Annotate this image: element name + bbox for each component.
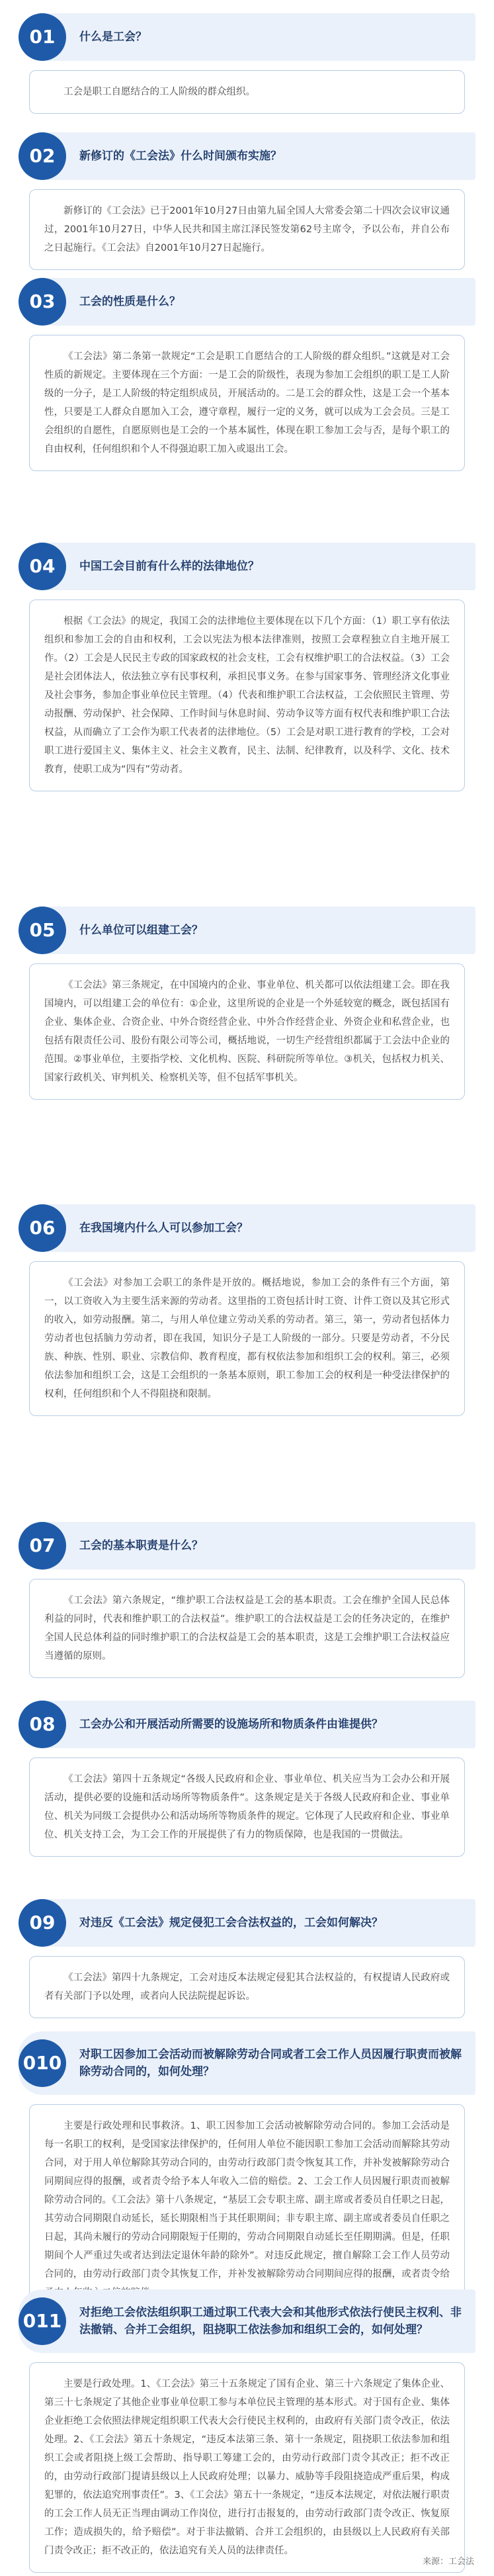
answer-box bbox=[29, 1956, 465, 2018]
source-footer: 来源：工会法 bbox=[422, 2557, 474, 2567]
question-number-badge: 02 bbox=[19, 132, 66, 180]
question-number-badge: 01 bbox=[19, 13, 66, 61]
answer-text: 《工会法》第二条第一款规定“工会是职工自愿结合的工人阶级的群众组织。”这就是对工会性质的新规定。主要体现在三个方面：一是工会的阶级性，表现为参加工会组织的职工是工人阶级的一分子，是工人阶级的特定组织成员，开展活动的。二是工会的群众性，这是工会一个基本性，只要是工人群众自愿加入工会，遵守章程，履行一定的义务，就可以成为工会会员。三是工会组织的自愿性，自愿原则也是工会的一个基本属性，体现在职工参加工会与否，是每个职工的自由权利，任何组织和个人不得强迫职工加入或退出工会。 bbox=[44, 351, 450, 455]
question-header bbox=[19, 1701, 475, 1748]
faq-item-010 bbox=[19, 2031, 475, 2315]
question-header bbox=[19, 1522, 475, 1570]
answer-text: 新修订的《工会法》已于2001年10月27日由第九届全国人大常委会第二十四次会议审议通过，2001年10月27日，中华人民共和国主席江泽民签发第62号主席令，予以公布，并自公布之日起施行。《工会法》自2001年10月27日起施行。 bbox=[44, 206, 450, 253]
question-header bbox=[19, 2031, 475, 2095]
question-number-badge: 08 bbox=[19, 1701, 66, 1748]
question-number-badge: 011 bbox=[19, 2297, 66, 2345]
question-number-badge: 07 bbox=[19, 1522, 66, 1570]
faq-item-03 bbox=[19, 278, 475, 471]
faq-item-05 bbox=[19, 907, 475, 1100]
answer-box bbox=[29, 600, 465, 791]
question-title: 对职工因参加工会活动而被解除劳动合同或者工会工作人员因履行职责而被解除劳动合同的，如何处理？ bbox=[79, 2048, 462, 2078]
faq-item-09 bbox=[19, 1899, 475, 2018]
question-number-badge: 05 bbox=[19, 907, 66, 954]
faq-item-06 bbox=[19, 1204, 475, 1416]
question-header bbox=[19, 278, 475, 326]
question-title: 对违反《工会法》规定侵犯工会合法权益的，工会如何解决？ bbox=[79, 1916, 383, 1930]
question-number-badge: 010 bbox=[19, 2039, 66, 2087]
answer-box bbox=[29, 963, 465, 1100]
question-header bbox=[19, 1899, 475, 1947]
answer-text: 工会是职工自愿结合的工人阶级的群众组织。 bbox=[63, 87, 255, 97]
answer-box bbox=[29, 1579, 465, 1678]
answer-text: 主要是行政处理。1、《工会法》第三十五条规定了国有企业、第三十六条规定了集体企业、第三十七条规定了其他企业事业单位职工参与本单位民主管理的基本形式。对于国有企业、集体企业拒绝工会依照法律规定组织职工代表大会行使民主权利的，由政府有关部门责令改正，依法处理。2、《工会法》第五十条规定，“违反本法第三条、第十一条规定，阻挠职工依法参加和组织工会或者阻挠上级工会帮助、指导职工筹建工会的，由劳动行政部门责令其改正；拒不改正的，由劳动行政部门提请县级以上人民政府处理；以暴力、威胁等手段阻挠造成严重后果，构成犯罪的，依法追究刑事责任”。3、《工会法》第五十一条规定，“违反本法规定，对依法履行职责的工会工作人员无正当理由调动工作岗位，进行打击报复的，由劳动行政部门责令改正、恢复原工作；造成损失的，给予赔偿”。对于非法撤销、合并工会组织的，由县级以上人民政府有关部门责令改正；拒不改正的，依法追究有关人员的法律责任。 bbox=[44, 2379, 450, 2556]
question-number-badge: 09 bbox=[19, 1899, 66, 1947]
question-title: 什么单位可以组建工会？ bbox=[79, 924, 203, 937]
faq-item-011 bbox=[19, 2289, 475, 2573]
question-number-badge: 04 bbox=[19, 543, 66, 590]
answer-text: 《工会法》第六条规定，“维护职工合法权益是工会的基本职责。工会在维护全国人民总体利益的同时，代表和维护职工的合法权益”。维护职工的合法权益是工会的任务决定的，在维护全国人民总体利益的同时维护职工的合法权益是工会的基本职责，这是工会维护职工合法权益应当遵循的原则。 bbox=[44, 1595, 450, 1662]
question-title: 工会的基本职责是什么？ bbox=[79, 1539, 203, 1552]
question-header bbox=[19, 13, 475, 61]
question-number-badge: 06 bbox=[19, 1204, 66, 1252]
answer-text: 根据《工会法》的规定，我国工会的法律地位主要体现在以下几个方面：（1）职工享有依法组织和参加工会的自由和权利，工会以宪法为根本法律准则，按照工会章程独立自主地开展工作。（2）工会是人民民主专政的国家政权的社会支柱，工会有权维护职工的合法权益。（3）工会是社会团体法人，依法独立享有民事权利，承担民事义务。在参与国家事务、管理经济文化事业及社会事务，参加企事业单位民主管理。（4）代表和维护职工合法权益，工会依照民主管理、劳动报酬、劳动保护、社会保障、工作时间与休息时间、劳动争议等方面有权代表和维护职工合法权益，从而确立了工会作为职工代表者的法律地位。（5）工会是对职工进行教育的学校，工会对职工进行爱国主义、集体主义、社会主义教育，民主、法制、纪律教育，以及科学、文化、技术教育，使职工成为“四有”劳动者。 bbox=[44, 616, 450, 775]
answer-box bbox=[29, 2362, 465, 2573]
faq-item-08 bbox=[19, 1701, 475, 1857]
question-title: 新修订的《工会法》什么时间颁布实施？ bbox=[79, 150, 282, 163]
answer-text: 《工会法》对参加工会职工的条件是开放的。概括地说，参加工会的条件有三个方面，第一，以工资收入为主要生活来源的劳动者。这里指的工资包括计时工资、计件工资以及其它形式的收入，如劳动报酬。第二，与用人单位建立劳动关系的劳动者。第三，第一，劳动者包括体力劳动者也包括脑力劳动者，即在我国，知识分子是工人阶级的一部分。只要是劳动者，不分民族、种族、性别、职业、宗教信仰、教育程度，都有权依法参加和组织工会的权利。第三，必须依法参加和组织工会，这是工会组织的一条基本原则，职工参加工会的权利是一种受法律保护的权利，任何组织和个人不得阻挠和限制。 bbox=[44, 1278, 450, 1399]
question-number-badge: 03 bbox=[19, 278, 66, 326]
answer-box bbox=[29, 335, 465, 471]
question-title: 对拒绝工会依法组织职工通过职工代表大会和其他形式依法行使民主权利、非法撤销、合并工会组织，阻挠职工依法参加和组织工会的，如何处理？ bbox=[79, 2306, 462, 2336]
answer-box bbox=[29, 189, 465, 270]
answer-text: 主要是行政处理和民事救济。1、职工因参加工会活动被解除劳动合同的。参加工会活动是每一名职工的权利，是受国家法律保护的，任何用人单位不能因职工参加工会活动而解除其劳动合同，对于用人单位解除其劳动合同的，由劳动行政部门责令恢复其工作，并补发被解除劳动合同期间应得的报酬，或者责令给予本人年收入二倍的赔偿。2、工会工作人员因履行职责而被解除劳动合同的。《工会法》第十八条规定，“基层工会专职主席、副主席或者委员自任职之日起，其劳动合同期限自动延长，延长期限相当于其任职期间；非专职主席、副主席或者委员自任职之日起，其尚未履行的劳动合同期限短于任期的，劳动合同期限自动延长至任期期满。但是，任职期间个人严重过失或者达到法定退休年龄的除外”。对违反此规定，擅自解除工会工作人员劳动合同的，由劳动行政部门责令其恢复工作，并补发被解除劳动合同期间应得的报酬，或者责令给 bbox=[44, 2121, 450, 2280]
question-header bbox=[19, 907, 475, 954]
question-header bbox=[19, 543, 475, 590]
answer-box bbox=[29, 2104, 465, 2315]
question-title: 在我国境内什么人可以参加工会？ bbox=[79, 1221, 248, 1235]
faq-item-07 bbox=[19, 1522, 475, 1678]
answer-box bbox=[29, 1757, 465, 1857]
answer-text: 《工会法》第四十九条规定，工会对违反本法规定侵犯其合法权益的，有权提请人民政府或者有关部门予以处理，或者向人民法院提起诉讼。 bbox=[44, 1973, 450, 2002]
question-title: 工会办公和开展活动所需要的设施场所和物质条件由谁提供？ bbox=[79, 1718, 383, 1731]
answer-text: 《工会法》第四十五条规定“各级人民政府和企业、事业单位、机关应当为工会办公和开展活动，提供必要的设施和活动场所等物质条件”。这条规定是关于各级人民政府和企业、事业单位、机关为同级工会提供办公和活动场所等物质条件的规定。它体现了人民政府和企业、事业单位、机关支持工会，为工会工作的开展提供了有力的物质保障，也是我国的一贯做法。 bbox=[44, 1774, 450, 1840]
faq-item-04 bbox=[19, 543, 475, 791]
question-title: 工会的性质是什么？ bbox=[79, 295, 181, 308]
question-title: 什么是工会？ bbox=[79, 30, 147, 44]
answer-text: 《工会法》第三条规定，在中国境内的企业、事业单位、机关都可以依法组建工会。即在我国境内，可以组建工会的单位有：①企业，这里所说的企业是一个外延较宽的概念，既包括国有企业、集体企业、合资企业、中外合资经营企业、中外合作经营企业、外资企业和私营企业，也包括有限责任公司、股份有限公司等公司，概括地说，一切生产经营组织都属于工会法中企业的范围。②事业单位，主要指学校、文化机构、医院、科研院所等单位。③机关，包括权力机关、国家行政机关、审判机关、检察机关等，但不包括军事机关。 bbox=[44, 980, 450, 1083]
question-header bbox=[19, 132, 475, 180]
answer-box bbox=[29, 1261, 465, 1416]
question-header bbox=[19, 1204, 475, 1252]
question-title: 中国工会目前有什么样的法律地位？ bbox=[79, 560, 259, 573]
faq-item-02 bbox=[19, 132, 475, 270]
faq-item-01 bbox=[19, 13, 475, 114]
question-header bbox=[19, 2289, 475, 2353]
answer-box bbox=[29, 70, 465, 114]
